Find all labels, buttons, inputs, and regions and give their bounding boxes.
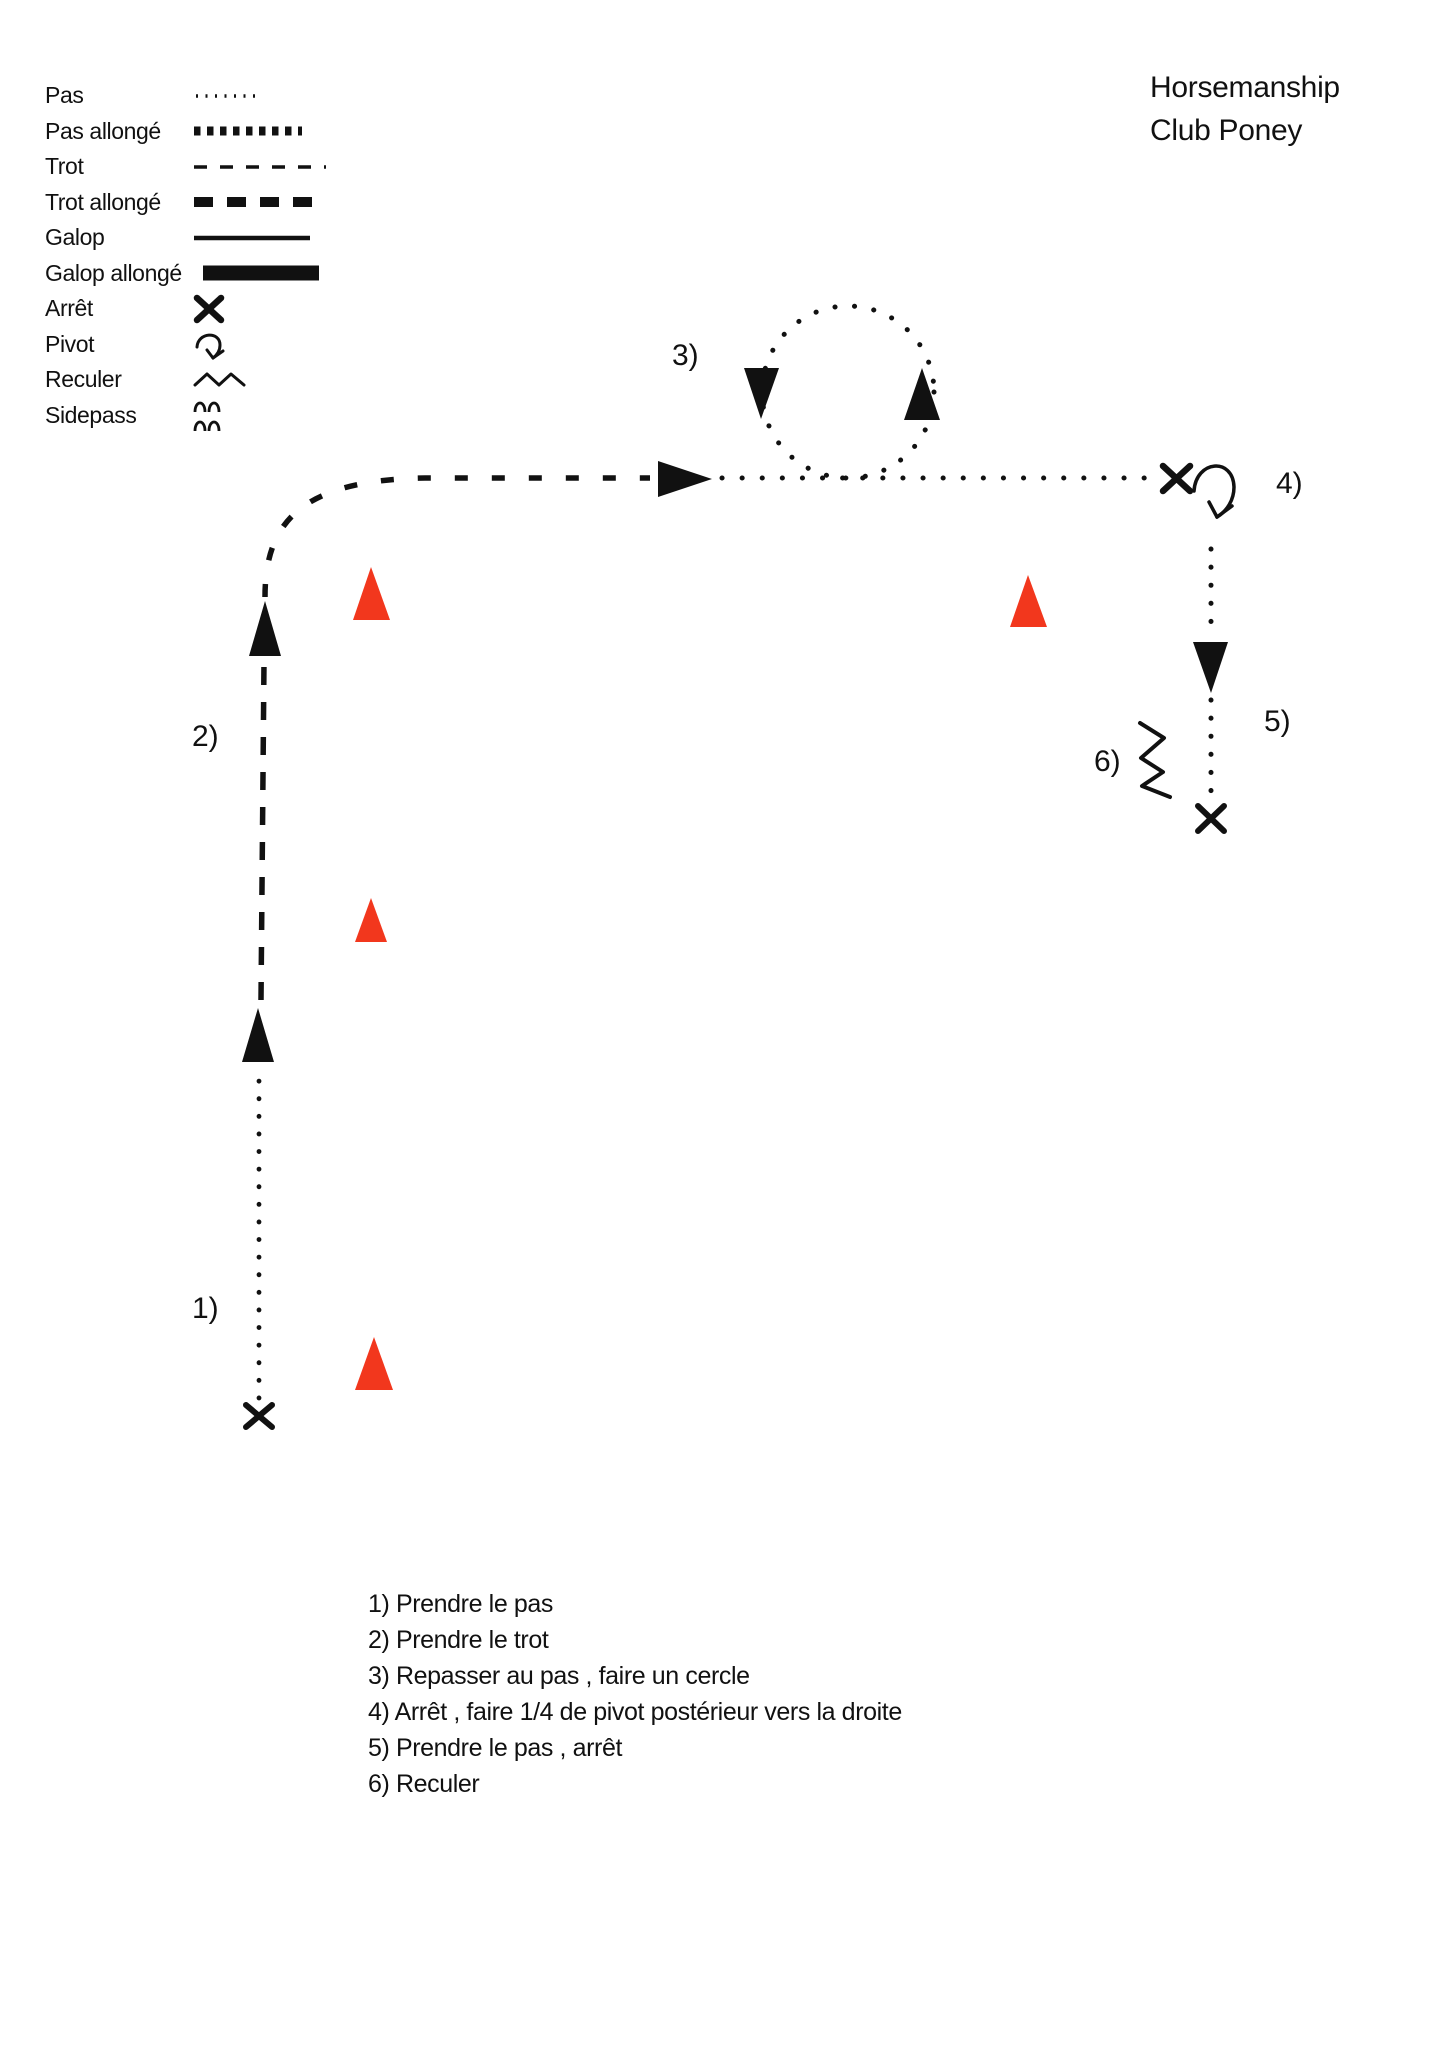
instruction-line-2: 2) Prendre le trot <box>368 1626 549 1654</box>
path-corner-trot-dashed <box>265 478 650 597</box>
legend-label-trot-allonge: Trot allongé <box>45 188 161 215</box>
cone-middle-left <box>355 898 387 942</box>
legend-label-pivot: Pivot <box>45 330 95 357</box>
right-arrowhead <box>658 461 712 497</box>
circle-down-arrowhead <box>744 368 779 419</box>
step-label-1: 1) <box>192 1292 219 1325</box>
reculer-zigzag <box>1140 723 1170 797</box>
cone-top-right <box>1010 575 1047 627</box>
step-label-3: 3) <box>672 339 699 372</box>
legend-label-sidepass: Sidepass <box>45 401 137 428</box>
step-label-2: 2) <box>192 720 219 753</box>
path-section2-trot-dashed <box>261 662 264 1000</box>
instructions-list <box>368 1586 902 1802</box>
legend-label-galop: Galop <box>45 224 105 251</box>
instruction-line-5: 5) Prendre le pas , arrêt <box>368 1734 623 1762</box>
instruction-line-1: 1) Prendre le pas <box>368 1590 553 1618</box>
step-label-4: 4) <box>1276 467 1303 500</box>
legend-label-arret: Arrêt <box>45 295 93 322</box>
step-label-5: 5) <box>1264 705 1291 738</box>
legend-label-pas: Pas <box>45 82 84 109</box>
circle-pas-dotted <box>762 306 934 478</box>
legend-label-trot: Trot <box>45 153 84 180</box>
up-arrowhead-2 <box>249 601 281 656</box>
legend-label-reculer: Reculer <box>45 366 122 393</box>
up-arrowhead-1 <box>242 1008 274 1062</box>
pivot-curved-arrow <box>1194 466 1234 517</box>
cone-top-left <box>353 567 390 620</box>
down-arrowhead <box>1193 642 1228 693</box>
step-label-6: 6) <box>1094 745 1121 778</box>
cone-bottom-left <box>355 1337 393 1390</box>
legend-label-pas-allonge: Pas allongé <box>45 117 161 144</box>
end-x-mark <box>1198 806 1224 831</box>
start-x-mark <box>246 1405 272 1427</box>
legend-label-galop-allonge: Galop allongé <box>45 259 182 286</box>
instruction-line-6: 6) Reculer <box>368 1770 480 1798</box>
stop4-x-mark <box>1163 466 1190 491</box>
instruction-line-4: 4) Arrêt , faire 1/4 de pivot postérieur vers la droite <box>368 1698 902 1726</box>
instruction-line-3: 3) Repasser au pas , faire un cercle <box>368 1662 750 1690</box>
title-line-2: Club Poney <box>1150 114 1303 147</box>
title-line-1: Horsemanship <box>1150 71 1340 104</box>
